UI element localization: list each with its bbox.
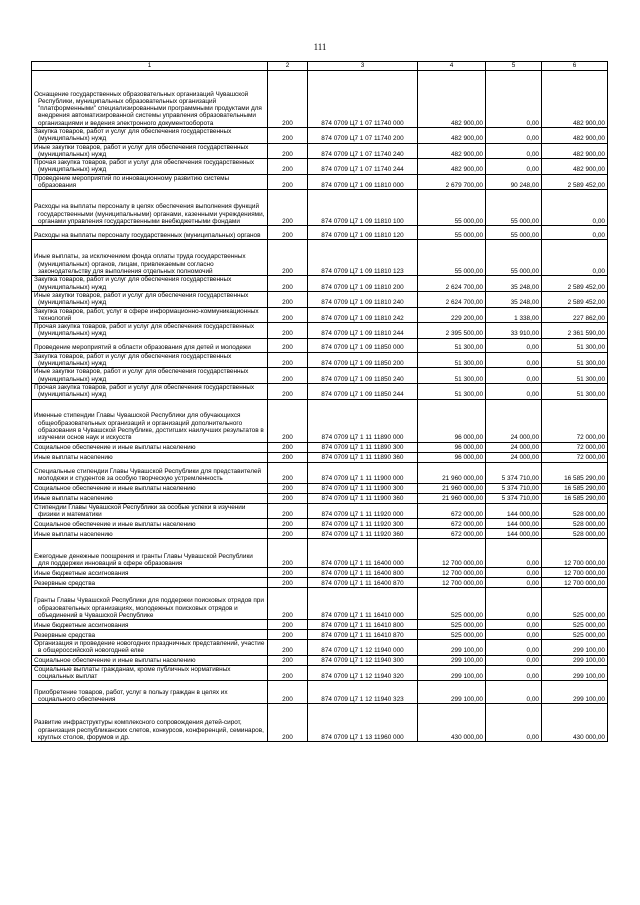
row-name-text: Проведение мероприятий по инновационному развитию системы образования — [34, 174, 230, 190]
table-row — [32, 383, 608, 399]
table-row — [32, 368, 608, 384]
executed-amount-cell: 0,00 — [486, 620, 542, 630]
planned-amount-cell: 96 000,00 — [418, 442, 486, 452]
planned-amount-cell: 482 900,00 — [418, 128, 486, 144]
executed-amount-cell: 0,00 — [486, 630, 542, 640]
executed-amount-cell: 0,00 — [486, 640, 542, 656]
remaining-amount-cell: 12 700 000,00 — [542, 578, 608, 588]
executed-amount-cell: 0,00 — [486, 338, 542, 352]
executed-amount-cell: 24 000,00 — [486, 442, 542, 452]
remaining-amount-cell: 0,00 — [542, 226, 608, 240]
grbs-cell: 200 — [268, 578, 308, 588]
classification-code-cell: 874 0709 Ц7 1 11 11920 000 — [308, 503, 418, 519]
row-name-cell — [32, 276, 268, 292]
planned-amount-cell: 21 960 000,00 — [418, 462, 486, 483]
grbs-cell: 200 — [268, 352, 308, 368]
planned-amount-cell: 299 100,00 — [418, 665, 486, 681]
row-name-text: Закупка товаров, работ и услуг для обеспечения государственных (муниципальных) нужд — [34, 352, 232, 368]
row-name-cell — [32, 578, 268, 588]
classification-code-cell: 874 0709 Ц7 1 12 11940 000 — [308, 640, 418, 656]
grbs-cell: 200 — [268, 704, 308, 742]
planned-amount-cell: 55 000,00 — [418, 190, 486, 226]
grbs-cell: 200 — [268, 128, 308, 144]
remaining-amount-cell: 51 300,00 — [542, 368, 608, 384]
table-row — [32, 226, 608, 240]
table-row — [32, 71, 608, 128]
table-row — [32, 568, 608, 578]
row-name-text: Закупка товаров, работ и услуг для обеспечения государственных (муниципальных) нужд — [34, 276, 232, 291]
planned-amount-cell: 2 395 500,00 — [418, 323, 486, 339]
row-name-text: Проведение мероприятий в области образования для детей и молодежи — [34, 344, 251, 352]
grbs-cell: 200 — [268, 462, 308, 483]
table-row — [32, 640, 608, 656]
row-name-cell — [32, 442, 268, 452]
row-name-cell — [32, 493, 268, 503]
grbs-cell: 200 — [268, 226, 308, 240]
table-row — [32, 665, 608, 681]
row-name-text: Развитие инфраструктуры комплексного сопровождения детей-сирот, организация республиканских слетов, конкурсов, конференций, семинаров, круглых столов, форумов и др. — [34, 719, 264, 742]
row-name-text: Закупка товаров, работ, услуг в сфере информационно-коммуникационных технологий — [34, 307, 259, 322]
row-name-text: Резервные средства — [34, 579, 96, 587]
planned-amount-cell: 12 700 000,00 — [418, 578, 486, 588]
planned-amount-cell: 672 000,00 — [418, 529, 486, 539]
grbs-cell: 200 — [268, 568, 308, 578]
planned-amount-cell: 672 000,00 — [418, 503, 486, 519]
planned-amount-cell: 525 000,00 — [418, 620, 486, 630]
executed-amount-cell: 24 000,00 — [486, 399, 542, 442]
classification-code-cell: 874 0709 Ц7 1 11 16410 800 — [308, 620, 418, 630]
row-name-cell — [32, 323, 268, 339]
grbs-cell: 200 — [268, 483, 308, 493]
row-name-text: Иные выплаты населению — [34, 495, 113, 503]
grbs-cell: 200 — [268, 588, 308, 620]
classification-code-cell: 874 0709 Ц7 1 11 11900 300 — [308, 483, 418, 493]
table-row — [32, 159, 608, 175]
grbs-cell: 200 — [268, 493, 308, 503]
executed-amount-cell: 0,00 — [486, 128, 542, 144]
grbs-cell: 200 — [268, 307, 308, 323]
row-name-text: Иные закупки товаров, работ и услуг для обеспечения государственных (муниципальных) нужд — [34, 291, 249, 307]
row-name-cell — [32, 503, 268, 519]
row-name-text: Социальное обеспечение и иные выплаты населению — [34, 485, 196, 493]
row-name-cell — [32, 640, 268, 656]
executed-amount-cell: 0,00 — [486, 578, 542, 588]
executed-amount-cell: 0,00 — [486, 143, 542, 159]
row-name-text: Оснащение государственных образовательных организаций Чувашской Республики, муниципальных образовательных организаций "платформенными" специализированными программными продуктами для внедрения автоматизированной системы управления образовательными организациями и ведения электронного документооборота — [34, 90, 262, 127]
row-name-text: Ежегодные денежные поощрения и гранты Главы Чувашской Республики для поддержки инноваций в сфере образования — [34, 552, 253, 567]
row-name-cell — [32, 704, 268, 742]
table-row — [32, 539, 608, 568]
executed-amount-cell: 55 000,00 — [486, 226, 542, 240]
grbs-cell: 200 — [268, 240, 308, 276]
executed-amount-cell: 0,00 — [486, 539, 542, 568]
col-header: 2 — [268, 62, 308, 71]
remaining-amount-cell: 528 000,00 — [542, 519, 608, 529]
remaining-amount-cell: 482 900,00 — [542, 71, 608, 128]
executed-amount-cell: 1 338,00 — [486, 307, 542, 323]
remaining-amount-cell: 72 000,00 — [542, 452, 608, 462]
executed-amount-cell: 144 000,00 — [486, 529, 542, 539]
grbs-cell: 200 — [268, 442, 308, 452]
remaining-amount-cell: 2 361 590,00 — [542, 323, 608, 339]
planned-amount-cell: 672 000,00 — [418, 519, 486, 529]
executed-amount-cell: 0,00 — [486, 568, 542, 578]
executed-amount-cell: 90 248,00 — [486, 174, 542, 190]
classification-code-cell: 874 0709 Ц7 1 07 11740 244 — [308, 159, 418, 175]
row-name-cell — [32, 338, 268, 352]
classification-code-cell: 874 0709 Ц7 1 11 11900 000 — [308, 462, 418, 483]
remaining-amount-cell: 227 862,00 — [542, 307, 608, 323]
row-name-text: Прочая закупка товаров, работ и услуг для обеспечения государственных (муниципальных) нужд — [34, 383, 255, 399]
row-name-cell — [32, 529, 268, 539]
remaining-amount-cell: 525 000,00 — [542, 630, 608, 640]
row-name-cell — [32, 568, 268, 578]
classification-code-cell: 874 0709 Ц7 1 12 11940 320 — [308, 665, 418, 681]
grbs-cell: 200 — [268, 519, 308, 529]
executed-amount-cell: 0,00 — [486, 655, 542, 665]
planned-amount-cell: 430 000,00 — [418, 704, 486, 742]
remaining-amount-cell: 482 900,00 — [542, 159, 608, 175]
table-row — [32, 276, 608, 292]
classification-code-cell: 874 0709 Ц7 1 13 11960 000 — [308, 704, 418, 742]
executed-amount-cell: 144 000,00 — [486, 503, 542, 519]
row-name-text: Иные выплаты, за исключением фонда оплаты труда государственных (муниципальных) органов, лицам, привлекаемым согласно законодательству для выполнения отдельных полномочий — [34, 253, 246, 276]
row-name-text: Иные закупки товаров, работ и услуг для обеспечения государственных (муниципальных) нужд — [34, 368, 249, 383]
executed-amount-cell: 0,00 — [486, 588, 542, 620]
row-name-text: Расходы на выплаты персоналу в целях обеспечения выполнения функций государственными (муниципальными) органами, казенными учреждениями, органами управления государственными внебюджетными фондами — [34, 203, 265, 226]
row-name-cell — [32, 71, 268, 128]
col-header: 6 — [542, 62, 608, 71]
classification-code-cell: 874 0709 Ц7 1 09 11850 240 — [308, 368, 418, 384]
planned-amount-cell: 482 900,00 — [418, 159, 486, 175]
row-name-text: Иные бюджетные ассигнования — [34, 621, 129, 629]
grbs-cell: 200 — [268, 399, 308, 442]
classification-code-cell: 874 0709 Ц7 1 09 11850 200 — [308, 352, 418, 368]
remaining-amount-cell: 51 300,00 — [542, 338, 608, 352]
remaining-amount-cell: 16 585 290,00 — [542, 462, 608, 483]
grbs-cell: 200 — [268, 665, 308, 681]
grbs-cell: 200 — [268, 323, 308, 339]
table-row — [32, 190, 608, 226]
row-name-text: Расходы на выплаты персоналу государственных (муниципальных) органов — [34, 232, 261, 240]
table-row — [32, 399, 608, 442]
executed-amount-cell: 33 910,00 — [486, 323, 542, 339]
executed-amount-cell: 0,00 — [486, 368, 542, 384]
planned-amount-cell: 299 100,00 — [418, 640, 486, 656]
grbs-cell: 200 — [268, 655, 308, 665]
table-row — [32, 452, 608, 462]
remaining-amount-cell: 12 700 000,00 — [542, 539, 608, 568]
grbs-cell: 200 — [268, 640, 308, 656]
table-row — [32, 503, 608, 519]
planned-amount-cell: 96 000,00 — [418, 399, 486, 442]
remaining-amount-cell: 528 000,00 — [542, 503, 608, 519]
grbs-cell: 200 — [268, 174, 308, 190]
classification-code-cell: 874 0709 Ц7 1 09 11810 242 — [308, 307, 418, 323]
table-row — [32, 352, 608, 368]
row-name-cell — [32, 399, 268, 442]
remaining-amount-cell: 2 589 452,00 — [542, 276, 608, 292]
executed-amount-cell: 0,00 — [486, 71, 542, 128]
planned-amount-cell: 21 960 000,00 — [418, 493, 486, 503]
remaining-amount-cell: 525 000,00 — [542, 620, 608, 630]
classification-code-cell: 874 0709 Ц7 1 09 11810 244 — [308, 323, 418, 339]
row-name-text: Социальные выплаты гражданам, кроме публичных нормативных социальных выплат — [34, 665, 231, 681]
grbs-cell: 200 — [268, 143, 308, 159]
row-name-text: Иные закупки товаров, работ и услуг для обеспечения государственных (муниципальных) нужд — [34, 143, 249, 158]
grbs-cell: 200 — [268, 529, 308, 539]
remaining-amount-cell: 16 585 290,00 — [542, 493, 608, 503]
remaining-amount-cell: 299 100,00 — [542, 665, 608, 681]
classification-code-cell: 874 0709 Ц7 1 09 11810 120 — [308, 226, 418, 240]
table-row — [32, 529, 608, 539]
classification-code-cell: 874 0709 Ц7 1 09 11810 000 — [308, 174, 418, 190]
remaining-amount-cell: 525 000,00 — [542, 588, 608, 620]
classification-code-cell: 874 0709 Ц7 1 11 11900 360 — [308, 493, 418, 503]
classification-code-cell: 874 0709 Ц7 1 11 11890 360 — [308, 452, 418, 462]
remaining-amount-cell: 482 900,00 — [542, 128, 608, 144]
remaining-amount-cell: 430 000,00 — [542, 704, 608, 742]
classification-code-cell: 874 0709 Ц7 1 11 11890 300 — [308, 442, 418, 452]
row-name-cell — [32, 588, 268, 620]
row-name-cell — [32, 462, 268, 483]
planned-amount-cell: 55 000,00 — [418, 226, 486, 240]
remaining-amount-cell: 72 000,00 — [542, 399, 608, 442]
remaining-amount-cell: 528 000,00 — [542, 529, 608, 539]
executed-amount-cell: 55 000,00 — [486, 240, 542, 276]
row-name-text: Именные стипендии Главы Чувашской Республики для обучающихся общеобразовательных организаций и организаций дополнительного образования в Чувашской Республике, достигших наилучших результатов в изучении основ наук и искусств — [34, 412, 264, 442]
grbs-cell: 200 — [268, 452, 308, 462]
table-row — [32, 704, 608, 742]
planned-amount-cell: 229 200,00 — [418, 307, 486, 323]
row-name-text: Резервные средства — [34, 631, 96, 639]
row-name-text: Социальное обеспечение и иные выплаты населению — [34, 520, 196, 528]
remaining-amount-cell: 0,00 — [542, 240, 608, 276]
remaining-amount-cell: 299 100,00 — [542, 655, 608, 665]
grbs-cell: 200 — [268, 291, 308, 307]
remaining-amount-cell: 51 300,00 — [542, 383, 608, 399]
classification-code-cell: 874 0709 Ц7 1 09 11810 200 — [308, 276, 418, 292]
planned-amount-cell: 482 900,00 — [418, 143, 486, 159]
classification-code-cell: 874 0709 Ц7 1 11 16410 870 — [308, 630, 418, 640]
table-row — [32, 338, 608, 352]
row-name-cell — [32, 307, 268, 323]
executed-amount-cell: 35 248,00 — [486, 291, 542, 307]
table-row — [32, 174, 608, 190]
row-name-text: Иные бюджетные ассигнования — [34, 569, 129, 577]
table-row — [32, 519, 608, 529]
remaining-amount-cell: 0,00 — [542, 190, 608, 226]
grbs-cell: 200 — [268, 539, 308, 568]
row-name-text: Гранты Главы Чувашской Республики для поддержки поисковых отрядов при образовательных организациях, молодежных поисковых отрядов и объединений в Чувашской Республике — [34, 597, 264, 619]
grbs-cell: 200 — [268, 383, 308, 399]
remaining-amount-cell: 16 585 290,00 — [542, 483, 608, 493]
planned-amount-cell: 482 900,00 — [418, 71, 486, 128]
row-name-cell — [32, 539, 268, 568]
grbs-cell: 200 — [268, 620, 308, 630]
planned-amount-cell: 2 679 700,00 — [418, 174, 486, 190]
classification-code-cell: 874 0709 Ц7 1 09 11850 244 — [308, 383, 418, 399]
planned-amount-cell: 525 000,00 — [418, 630, 486, 640]
grbs-cell: 200 — [268, 338, 308, 352]
planned-amount-cell: 12 700 000,00 — [418, 539, 486, 568]
row-name-cell — [32, 159, 268, 175]
table-row — [32, 681, 608, 704]
row-name-cell — [32, 291, 268, 307]
table-row — [32, 323, 608, 339]
col-header: 1 — [32, 62, 268, 71]
planned-amount-cell: 55 000,00 — [418, 240, 486, 276]
table-row — [32, 240, 608, 276]
planned-amount-cell: 299 100,00 — [418, 655, 486, 665]
remaining-amount-cell: 299 100,00 — [542, 681, 608, 704]
planned-amount-cell: 525 000,00 — [418, 588, 486, 620]
row-name-cell — [32, 452, 268, 462]
row-name-text: Приобретение товаров, работ, услуг в пользу граждан в целях их социального обеспечения — [34, 688, 228, 704]
classification-code-cell: 874 0709 Ц7 1 12 11940 323 — [308, 681, 418, 704]
planned-amount-cell: 51 300,00 — [418, 338, 486, 352]
planned-amount-cell: 299 100,00 — [418, 681, 486, 704]
row-name-cell — [32, 190, 268, 226]
row-name-cell — [32, 655, 268, 665]
table-row — [32, 442, 608, 452]
row-name-cell — [32, 665, 268, 681]
executed-amount-cell: 5 374 710,00 — [486, 483, 542, 493]
row-name-text: Стипендии Главы Чувашской Республики за особые успехи в изучении физики и математики — [34, 503, 246, 518]
remaining-amount-cell: 2 589 452,00 — [542, 291, 608, 307]
classification-code-cell: 874 0709 Ц7 1 11 11890 000 — [308, 399, 418, 442]
table-row — [32, 143, 608, 159]
executed-amount-cell: 0,00 — [486, 383, 542, 399]
table-row — [32, 630, 608, 640]
row-name-cell — [32, 383, 268, 399]
budget-table — [31, 61, 608, 742]
row-name-cell — [32, 483, 268, 493]
row-name-cell — [32, 352, 268, 368]
classification-code-cell: 874 0709 Ц7 1 07 11740 240 — [308, 143, 418, 159]
row-name-text: Прочая закупка товаров, работ и услуг для обеспечения государственных (муниципальных) нужд — [34, 159, 255, 174]
remaining-amount-cell: 2 589 452,00 — [542, 174, 608, 190]
grbs-cell: 200 — [268, 503, 308, 519]
row-name-cell — [32, 226, 268, 240]
table-row — [32, 493, 608, 503]
remaining-amount-cell: 12 700 000,00 — [542, 568, 608, 578]
executed-amount-cell: 55 000,00 — [486, 190, 542, 226]
executed-amount-cell: 0,00 — [486, 352, 542, 368]
row-name-cell — [32, 681, 268, 704]
row-name-cell — [32, 128, 268, 144]
executed-amount-cell: 0,00 — [486, 704, 542, 742]
classification-code-cell: 874 0709 Ц7 1 11 16410 000 — [308, 588, 418, 620]
grbs-cell: 200 — [268, 159, 308, 175]
table-row — [32, 578, 608, 588]
classification-code-cell: 874 0709 Ц7 1 11 16400 800 — [308, 568, 418, 578]
row-name-text: Социальное обеспечение и иные выплаты населению — [34, 657, 196, 665]
row-name-text: Иные выплаты населению — [34, 530, 113, 538]
table-row — [32, 307, 608, 323]
page-number: 111 — [313, 42, 327, 52]
planned-amount-cell: 51 300,00 — [418, 383, 486, 399]
planned-amount-cell: 51 300,00 — [418, 352, 486, 368]
table-row — [32, 483, 608, 493]
remaining-amount-cell: 72 000,00 — [542, 442, 608, 452]
grbs-cell: 200 — [268, 71, 308, 128]
table-row — [32, 462, 608, 483]
planned-amount-cell: 2 624 700,00 — [418, 276, 486, 292]
executed-amount-cell: 0,00 — [486, 665, 542, 681]
classification-code-cell: 874 0709 Ц7 1 07 11740 200 — [308, 128, 418, 144]
remaining-amount-cell: 482 900,00 — [542, 143, 608, 159]
classification-code-cell: 874 0709 Ц7 1 09 11850 000 — [308, 338, 418, 352]
classification-code-cell: 874 0709 Ц7 1 11 16400 000 — [308, 539, 418, 568]
planned-amount-cell: 21 960 000,00 — [418, 483, 486, 493]
row-name-text: Специальные стипендии Главы Чувашской Республики для представителей молодежи и студентов за особую творческую устремленность — [34, 467, 262, 483]
row-name-text: Иные выплаты населению — [34, 454, 113, 462]
planned-amount-cell: 51 300,00 — [418, 368, 486, 384]
classification-code-cell: 874 0709 Ц7 1 11 11920 360 — [308, 529, 418, 539]
remaining-amount-cell: 299 100,00 — [542, 640, 608, 656]
col-header: 3 — [308, 62, 418, 71]
table-row — [32, 620, 608, 630]
grbs-cell: 200 — [268, 190, 308, 226]
executed-amount-cell: 144 000,00 — [486, 519, 542, 529]
row-name-cell — [32, 174, 268, 190]
table-row — [32, 588, 608, 620]
executed-amount-cell: 5 374 710,00 — [486, 462, 542, 483]
row-name-text: Организация и проведение новогодних праздничных представлений, участие в общероссийской новогодней елке — [34, 640, 265, 655]
col-header: 4 — [418, 62, 486, 71]
row-name-text: Социальное обеспечение и иные выплаты населению — [34, 444, 196, 452]
grbs-cell: 200 — [268, 276, 308, 292]
row-name-text: Закупка товаров, работ и услуг для обеспечения государственных (муниципальных) нужд — [34, 128, 232, 143]
classification-code-cell: 874 0709 Ц7 1 09 11810 100 — [308, 190, 418, 226]
classification-code-cell: 874 0709 Ц7 1 07 11740 000 — [308, 71, 418, 128]
grbs-cell: 200 — [268, 630, 308, 640]
executed-amount-cell: 0,00 — [486, 681, 542, 704]
classification-code-cell: 874 0709 Ц7 1 11 11920 300 — [308, 519, 418, 529]
row-name-cell — [32, 519, 268, 529]
grbs-cell: 200 — [268, 368, 308, 384]
classification-code-cell: 874 0709 Ц7 1 09 11810 240 — [308, 291, 418, 307]
executed-amount-cell: 5 374 710,00 — [486, 493, 542, 503]
header-row — [32, 62, 608, 71]
row-name-cell — [32, 620, 268, 630]
row-name-cell — [32, 240, 268, 276]
executed-amount-cell: 35 248,00 — [486, 276, 542, 292]
remaining-amount-cell: 51 300,00 — [542, 352, 608, 368]
grbs-cell: 200 — [268, 681, 308, 704]
table-row — [32, 128, 608, 144]
executed-amount-cell: 0,00 — [486, 159, 542, 175]
col-header: 5 — [486, 62, 542, 71]
classification-code-cell: 874 0709 Ц7 1 12 11940 300 — [308, 655, 418, 665]
planned-amount-cell: 2 624 700,00 — [418, 291, 486, 307]
classification-code-cell: 874 0709 Ц7 1 09 11810 123 — [308, 240, 418, 276]
planned-amount-cell: 12 700 000,00 — [418, 568, 486, 578]
planned-amount-cell: 96 000,00 — [418, 452, 486, 462]
table-row — [32, 655, 608, 665]
classification-code-cell: 874 0709 Ц7 1 11 16400 870 — [308, 578, 418, 588]
row-name-text: Прочая закупка товаров, работ и услуг для обеспечения государственных (муниципальных) нужд — [34, 323, 255, 338]
table-row — [32, 291, 608, 307]
table-body — [32, 71, 608, 742]
executed-amount-cell: 24 000,00 — [486, 452, 542, 462]
row-name-cell — [32, 143, 268, 159]
row-name-cell — [32, 630, 268, 640]
row-name-cell — [32, 368, 268, 384]
